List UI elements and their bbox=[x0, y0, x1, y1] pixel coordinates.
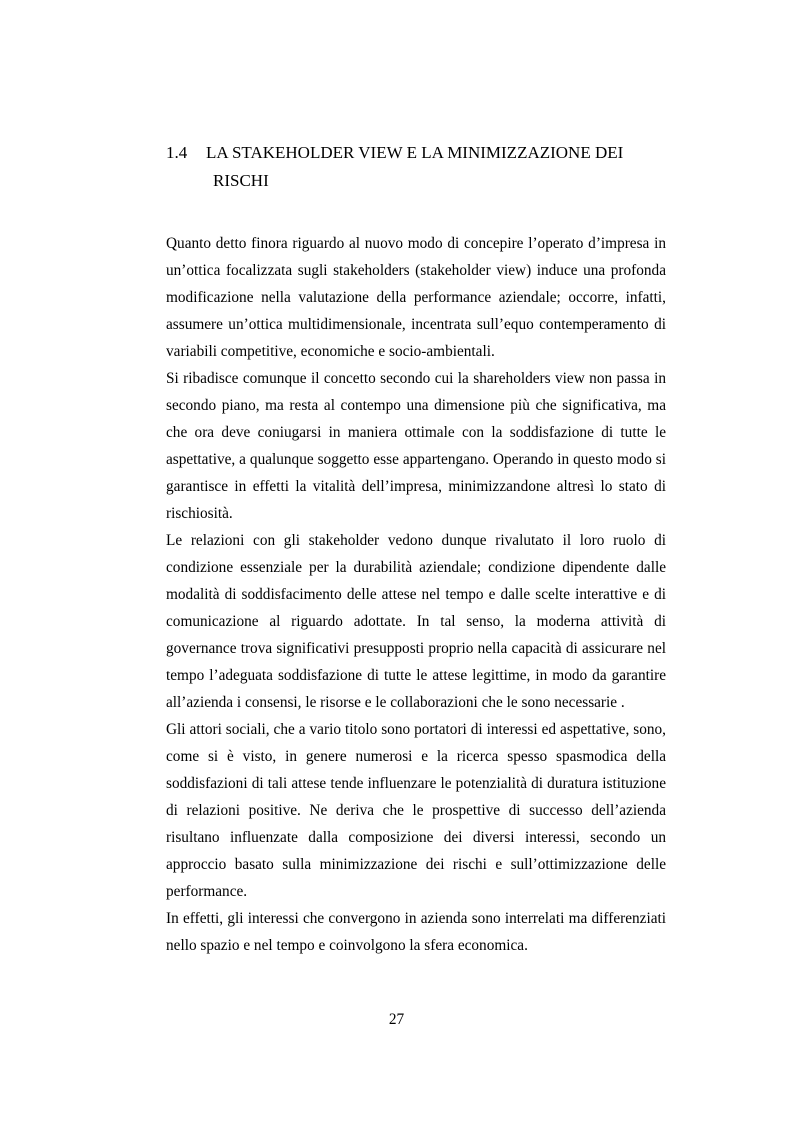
body-text bbox=[166, 230, 666, 959]
section-heading bbox=[166, 139, 666, 195]
paragraph: Le relazioni con gli stakeholder vedono dunque rivalutato il loro ruolo di condizione essenziale per la durabilità aziendale; condizione dipendente dalle modalità di soddisfacimento delle attese nel tempo e dalle scelte interattive e di comunicazione al riguardo adottate. In tal senso, la moderna attività di governance trova significativi presupposti proprio nella capacità di assicurare nel tempo l’adeguata soddisfazione di tutte le attese legittime, in modo da garantire all’azienda i consensi, le risorse e le collaborazioni che le sono necessarie . bbox=[166, 532, 666, 711]
paragraph: Si ribadisce comunque il concetto secondo cui la shareholders view non passa in secondo piano, ma resta al contempo una dimensione più che significativa, ma che ora deve coniugarsi in maniera ottimale con la soddisfazione di tutte le aspettative, a qualunque soggetto esse appartengano. Operando in questo modo si garantisce in effetti la vitalità dell’impresa, minimizzandone altresì lo stato di rischiosità. bbox=[166, 370, 666, 522]
paragraph: In effetti, gli interessi che convergono in azienda sono interrelati ma differenziati nello spazio e nel tempo e coinvolgono la sfera economica. bbox=[166, 910, 666, 954]
paragraph: Gli attori sociali, che a vario titolo sono portatori di interessi ed aspettative, sono, come si è visto, in genere numerosi e la ricerca spesso spasmodica della soddisfazioni di tali attese tende influenzare le potenzialità di duratura istituzione di relazioni positive. Ne deriva che le prospettive di successo dell’azienda risultano influenzate dalla composizione dei diversi interessi, secondo un approccio basato sulla minimizzazione dei rischi e sull’ottimizzazione delle performance. bbox=[166, 721, 666, 900]
page-number: 27 bbox=[388, 1011, 405, 1028]
section-number: 1.4 bbox=[166, 143, 188, 162]
section-title-line2: RISCHI bbox=[213, 171, 269, 190]
paragraph: Quanto detto finora riguardo al nuovo modo di concepire l’operato d’impresa in un’ottica focalizzata sugli stakeholders (stakeholder view) induce una profonda modificazione nella valutazione della performance aziendale; occorre, infatti, assumere un’ottica multidimensionale, incentrata sull’equo contemperamento di variabili competitive, economiche e socio-ambientali. bbox=[166, 235, 666, 360]
section-title-line1: LA STAKEHOLDER VIEW E LA MINIMIZZAZIONE DEI bbox=[206, 143, 624, 162]
